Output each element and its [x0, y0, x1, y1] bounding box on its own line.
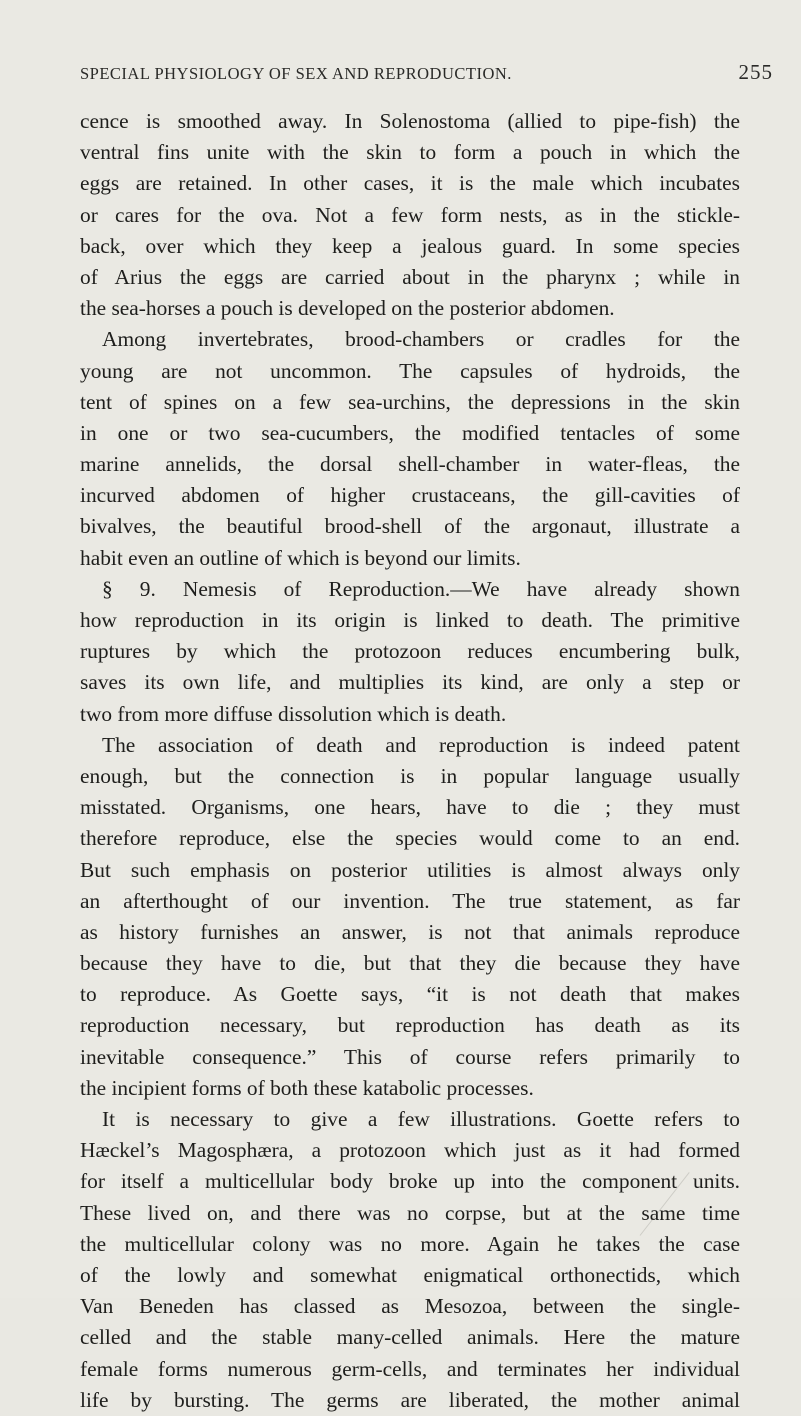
text-line: Among invertebrates, brood-chambers or cradles for the	[102, 327, 740, 352]
body-text	[80, 106, 740, 1416]
section-heading-line: § 9. Nemesis of Reproduction.—We have already shown	[102, 576, 740, 601]
text-line: misstated. Organisms, one hears, have to die ; they must	[80, 795, 740, 820]
text-line: the sea-horses a pouch is developed on the posterior abdomen.	[80, 296, 615, 321]
text-line: eggs are retained. In other cases, it is the male which incubates	[80, 171, 740, 196]
text-line: how reproduction in its origin is linked to death. The primitive	[80, 608, 740, 632]
text-line: life by bursting. The germs are liberated, the mother animal	[80, 1387, 740, 1412]
text-line: or cares for the ova. Not a few form nests, as in the stickle-	[80, 202, 740, 227]
text-line: an afterthought of our invention. The true statement, as far	[80, 888, 740, 913]
text-line: marine annelids, the dorsal shell-chamber in water-fleas, the	[80, 452, 740, 477]
text-line: of the lowly and somewhat enigmatical orthonectids, which	[80, 1262, 740, 1287]
text-line: The association of death and reproduction is indeed patent	[102, 732, 740, 757]
text-line: enough, but the connection is in popular language usually	[80, 763, 740, 788]
text-line: in one or two sea-cucumbers, the modified tentacles of some	[80, 420, 740, 445]
text-line: But such emphasis on posterior utilities is almost always only	[80, 857, 740, 882]
text-line: tent of spines on a few sea-urchins, the depressions in the skin	[80, 389, 740, 414]
text-line: therefore reproduce, else the species would come to an end.	[80, 826, 740, 851]
text-line: bivalves, the beautiful brood-shell of the argonaut, illustrate a	[80, 514, 740, 539]
page-header	[80, 60, 773, 90]
text-line: ruptures by which the protozoon reduces encumbering bulk,	[80, 639, 740, 664]
text-line: saves its own life, and multiplies its kind, are only a step or	[80, 670, 740, 695]
text-line: for itself a multicellular body broke up into the component units.	[80, 1169, 740, 1194]
running-head: SPECIAL PHYSIOLOGY OF SEX AND REPRODUCTION.	[80, 64, 512, 83]
text-line: incurved abdomen of higher crustaceans, the gill-cavities of	[80, 483, 740, 508]
text-line: habit even an outline of which is beyond our limits.	[80, 545, 521, 570]
text-line: Hæckel’s Magosphæra, a protozoon which just as it had formed	[80, 1138, 740, 1163]
text-line: young are not uncommon. The capsules of hydroids, the	[80, 358, 740, 383]
text-line: reproduction necessary, but reproduction has death as its	[80, 1013, 740, 1038]
text-line: ventral fins unite with the skin to form a pouch in which the	[80, 140, 740, 165]
text-line: celled and the stable many-celled animals. Here the mature	[80, 1325, 740, 1350]
page-number: 255	[738, 60, 773, 84]
text-line: These lived on, and there was no corpse, but at the same time	[80, 1200, 740, 1225]
text-line: It is necessary to give a few illustrations. Goette refers to	[102, 1107, 740, 1131]
text-line: Van Beneden has classed as Mesozoa, between the single-	[80, 1294, 740, 1319]
text-line: inevitable consequence.” This of course refers primarily to	[80, 1044, 740, 1069]
text-line: to reproduce. As Goette says, “it is not death that makes	[80, 982, 740, 1007]
text-line: because they have to die, but that they die because they have	[80, 951, 740, 976]
text-line: as history furnishes an answer, is not that animals reproduce	[80, 919, 740, 944]
text-line: the incipient forms of both these katabolic processes.	[80, 1075, 534, 1100]
text-line: the multicellular colony was no more. Again he takes the case	[80, 1231, 740, 1256]
text-line: of Arius the eggs are carried about in the pharynx ; while in	[80, 264, 740, 289]
text-line: back, over which they keep a jealous guard. In some species	[80, 233, 740, 258]
text-line: two from more diffuse dissolution which is death.	[80, 701, 507, 726]
text-line: cence is smoothed away. In Solenostoma (allied to pipe-fish) the	[80, 109, 740, 133]
text-line: female forms numerous germ-cells, and terminates her individual	[80, 1356, 740, 1381]
